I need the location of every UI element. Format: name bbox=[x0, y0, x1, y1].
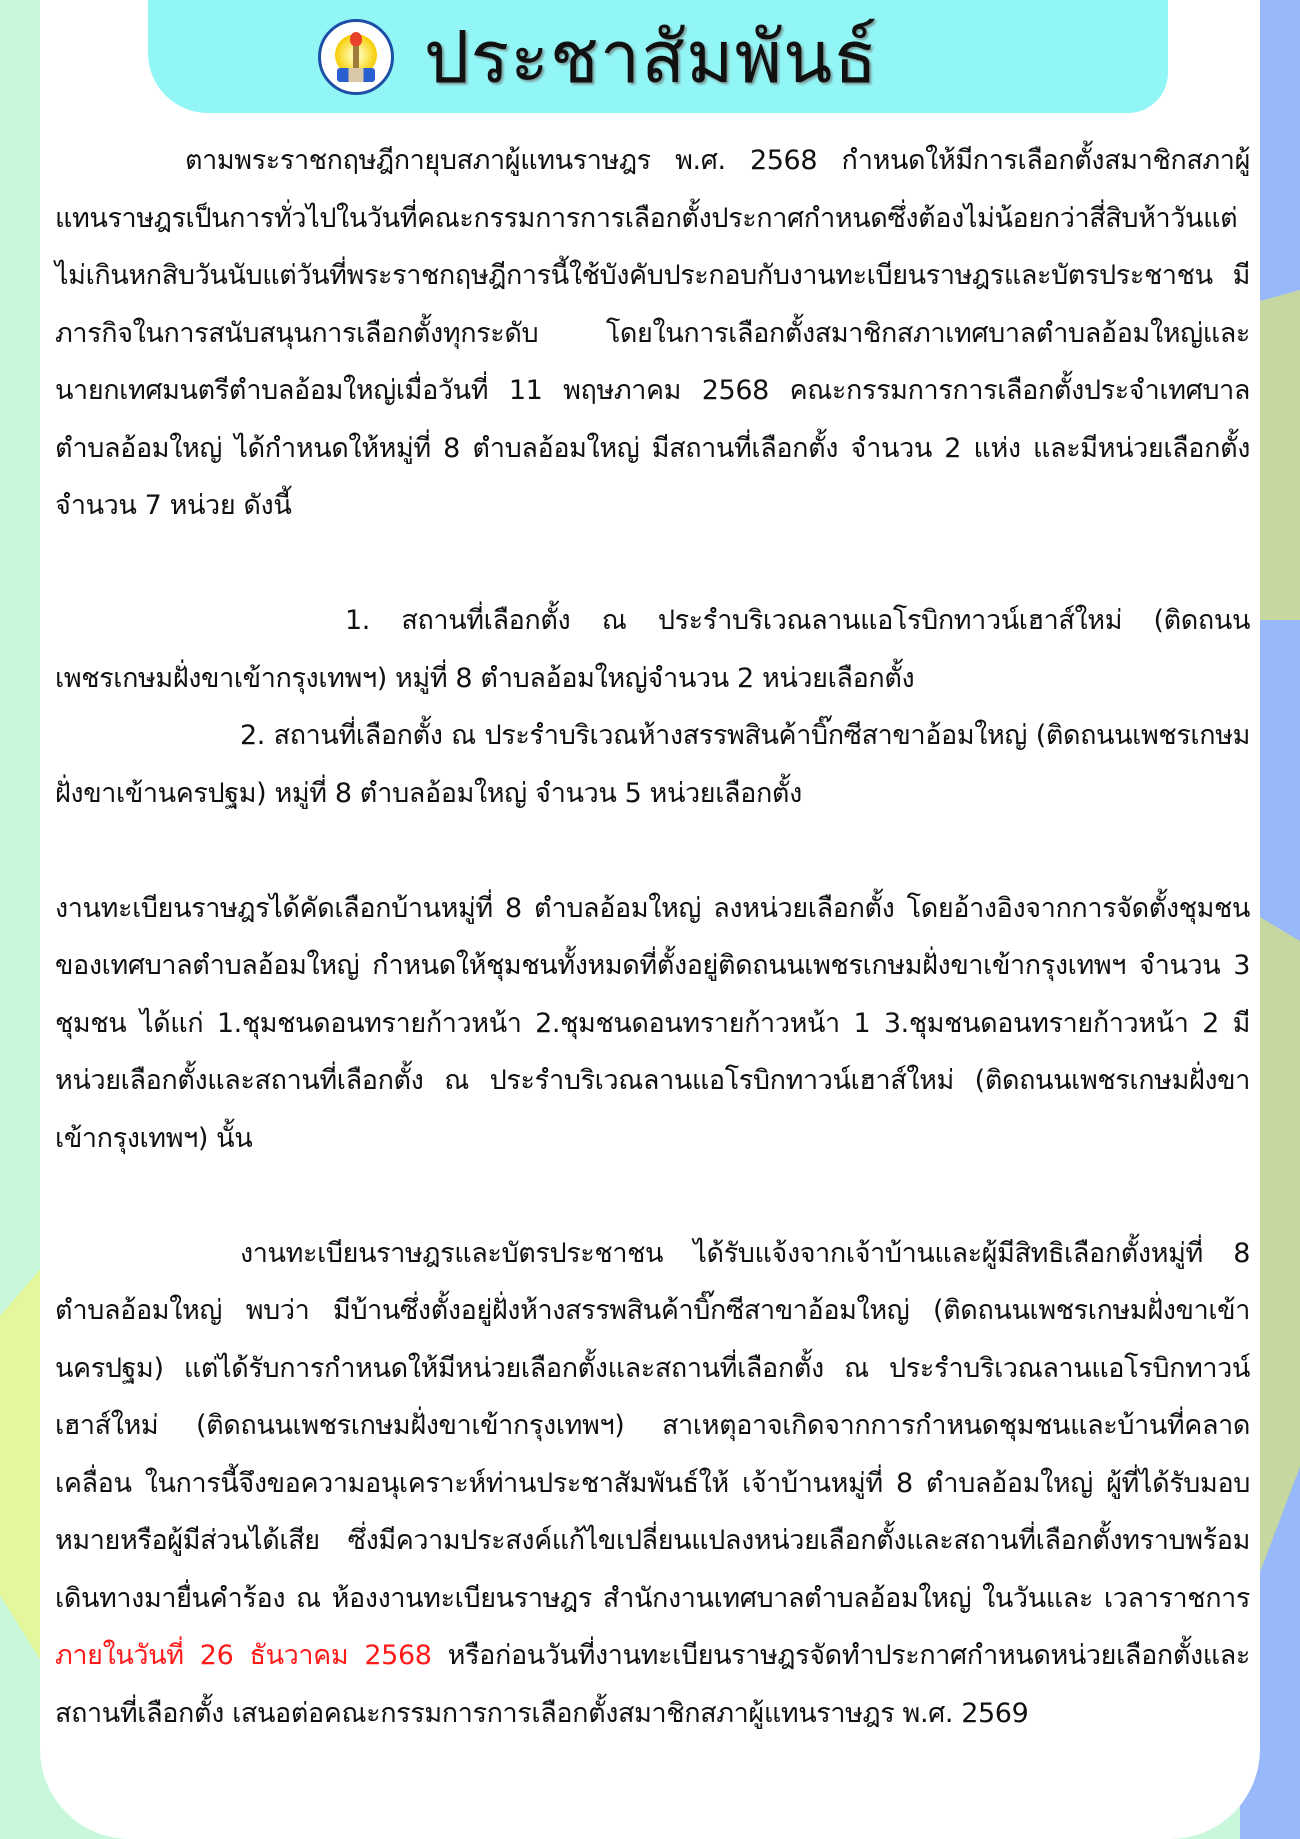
intro-paragraph: ตามพระราชกฤษฎีกายุบสภาผู้แทนราษฎร พ.ศ. 2568 กำหนดให้มีการเลือกตั้งสมาชิกสภาผู้แทนราษฎรเป็นการทั่วไปในวันที่คณะกรรมการการเลือกตั้งประกาศกำหนดซึ่งต้องไม่น้อยกว่าสี่สิบห้าวันแต่ไม่เกินหกสิบวันนับแต่วันที่พระราชกฤษฎีการนี้ใช้บังคับประกอบกับงานทะเบียนราษฎรและบัตรประชาชน มีภารกิจในการสนับสนุนการเลือกตั้งทุกระดับ โดยในการเลือกตั้งสมาชิกสภาเทศบาลตำบลอ้อมใหญ่และนายกเทศมนตรีตำบลอ้อมใหญ่เมื่อวันที่ 11 พฤษภาคม 2568 คณะกรรมการการเลือกตั้งประจำเทศบาลตำบลอ้อมใหญ่ ได้กำหนดให้หมู่ที่ 8 ตำบลอ้อมใหญ่ มีสถานที่เลือกตั้ง จำนวน 2 แห่ง และมีหน่วยเลือกตั้ง จำนวน 7 หน่วย ดังนี้ bbox=[55, 145, 1250, 521]
paragraph-gap bbox=[55, 1167, 1250, 1225]
community-paragraph: งานทะเบียนราษฎรได้คัดเลือกบ้านหมู่ที่ 8 ตำบลอ้อมใหญ่ ลงหน่วยเลือกตั้ง โดยอ้างอิงจากการจัดตั้งชุมชนของเทศบาลตำบลอ้อมใหญ่ กำหนดให้ชุมชนทั้งหมดที่ตั้งอยู่ติดถนนเพชรเกษมฝั่งขาเข้ากรุงเทพฯ จำนวน 3 ชุมชน ได้แก่ 1.ชุมชนดอนทรายก้าวหน้า 2.ชุมชนดอนทรายก้าวหน้า 1 3.ชุมชนดอนทรายก้าวหน้า 2 มีหน่วยเลือกตั้งและสถานที่เลือกตั้ง ณ ประรำบริเวณลานแอโรบิกทาวน์เฮาส์ใหม่ (ติดถนนเพชรเกษมฝั่งขาเข้ากรุงเทพฯ) นั้น bbox=[55, 892, 1250, 1154]
page-title: ประชาสัมพันธ์ bbox=[423, 14, 879, 99]
paragraph-gap bbox=[55, 822, 1250, 880]
request-text-part1: งานทะเบียนราษฎรและบัตรประชาชน ได้รับแจ้งจากเจ้าบ้านและผู้มีสิทธิเลือกตั้งหมู่ที่ 8 ตำบลอ้อมใหญ่ พบว่า มีบ้านซึ่งตั้งอยู่ฝั่งห้างสรรพสินค้าบิ๊กซีสาขาอ้อมใหญ่ (ติดถนนเพชรเกษมฝั่งขาเข้านครปฐม) แต่ได้รับการกำหนดให้มีหน่วยเลือกตั้งและสถานที่เลือกตั้ง ณ ประรำบริเวณลานแอโรบิกทาวน์เฮาส์ใหม่ (ติดถนนเพชรเกษมฝั่งขาเข้ากรุงเทพฯ) สาเหตุอาจเกิดจากการกำหนดชุมชนและบ้านที่คลาดเคลื่อน ในการนี้จึงขอความอนุเคราะห์ท่านประชาสัมพันธ์ให้ เจ้าบ้านหมู่ที่ 8 ตำบลอ้อมใหญ่ ผู้ที่ได้รับมอบหมายหรือผู้มีส่วนได้เสีย ซึ่งมีความประสงค์แก้ไขเปลี่ยนแปลงหน่วยเลือกตั้งและสถานที่เลือกตั้งทราบพร้อมเดินทางมายื่นคำร้อง ณ ห้องงานทะเบียนราษฎร สำนักงานเทศบาลตำบลอ้อมใหญ่ ในวันและ เวลาราชการ bbox=[55, 1237, 1250, 1614]
request-text-part2: หรือก่อนวันที่งานทะเบียนราษฎรจัดทำประกาศกำหนดหน่วยเลือกตั้งและสถานที่เลือกตั้ง เสนอต่อคณะกรรมการการเลือกตั้งสมาชิกสภาผู้แทนราษฎร พ.ศ. 2569 bbox=[55, 1640, 1251, 1729]
seal-handshake-icon bbox=[337, 68, 375, 82]
deadline-highlight: ภายในวันที่ 26 ธันวาคม 2568 bbox=[55, 1640, 432, 1671]
header-banner bbox=[148, 0, 1168, 113]
request-paragraph bbox=[55, 1225, 1250, 1743]
municipality-seal-icon bbox=[318, 19, 394, 95]
seal-flame-icon bbox=[350, 32, 362, 46]
polling-location-2: 2. สถานที่เลือกตั้ง ณ ประรำบริเวณห้างสรรพสินค้าบิ๊กซีสาขาอ้อมใหญ่ (ติดถนนเพชรเกษมฝั่งขาเข้านครปฐม) หมู่ที่ 8 ตำบลอ้อมใหญ่ จำนวน 5 หน่วยเลือกตั้ง bbox=[55, 720, 1250, 809]
polling-location-1: 1. สถานที่เลือกตั้ง ณ ประรำบริเวณลานแอโรบิกทาวน์เฮาส์ใหม่ (ติดถนนเพชรเกษมฝั่งขาเข้ากรุงเทพฯ) หมู่ที่ 8 ตำบลอ้อมใหญ่จำนวน 2 หน่วยเลือกตั้ง bbox=[55, 605, 1250, 694]
paragraph-gap bbox=[55, 535, 1250, 593]
announcement-body bbox=[55, 132, 1250, 1742]
